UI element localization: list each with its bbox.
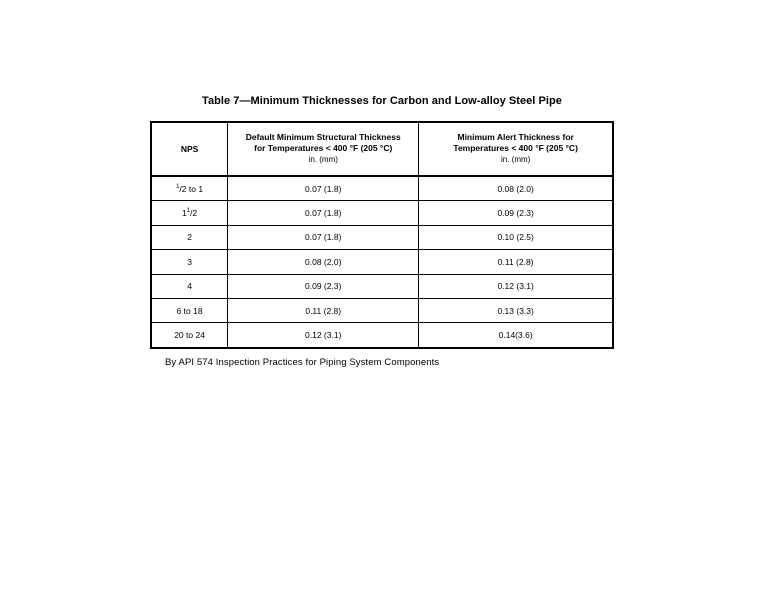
table-title: Table 7—Minimum Thicknesses for Carbon and Low-alloy Steel Pipe bbox=[202, 95, 562, 107]
table-row bbox=[151, 201, 613, 225]
table-row bbox=[151, 250, 613, 274]
source-caption: By API 574 Inspection Practices for Piping System Components bbox=[165, 357, 440, 368]
alert-header-line2: Temperatures < 400 °F (205 °C) bbox=[453, 143, 578, 153]
nps-cell: 3 bbox=[151, 250, 228, 274]
nps-fraction-denominator: 2 bbox=[192, 208, 198, 219]
nps-cell: 20 to 24 bbox=[151, 323, 228, 348]
structural-thickness-cell: 0.08 (2.0) bbox=[228, 250, 419, 274]
table-row bbox=[151, 176, 613, 201]
structural-thickness-cell: 0.11 (2.8) bbox=[228, 298, 419, 322]
structural-thickness-cell: 0.07 (1.8) bbox=[228, 225, 419, 249]
nps-fraction-denominator: 2 bbox=[181, 183, 187, 194]
nps-cell: 6 to 18 bbox=[151, 298, 228, 322]
alert-thickness-cell: 0.10 (2.5) bbox=[419, 225, 613, 249]
table-row bbox=[151, 225, 613, 249]
nps-cell: 2 bbox=[151, 225, 228, 249]
structural-header-line1: Default Minimum Structural Thickness bbox=[245, 132, 401, 142]
nps-cell: $^1$/2 to 1 bbox=[151, 176, 228, 201]
alert-thickness-cell: 0.09 (2.3) bbox=[419, 201, 613, 225]
nps-fraction-numerator: 1 bbox=[186, 208, 191, 215]
table-header-row bbox=[151, 122, 613, 176]
alert-thickness-cell: 0.13 (3.3) bbox=[419, 298, 613, 322]
table-row bbox=[151, 323, 613, 348]
nps-cell: 4 bbox=[151, 274, 228, 298]
nps-cell: $1^1/2$ bbox=[151, 201, 228, 225]
nps-fraction-numerator: 1 bbox=[176, 183, 180, 190]
column-header-structural-thickness bbox=[228, 122, 419, 176]
structural-thickness-cell: 0.12 (3.1) bbox=[228, 323, 419, 348]
alert-thickness-cell: 0.08 (2.0) bbox=[419, 176, 613, 201]
nps-suffix: to 1 bbox=[186, 183, 204, 194]
structural-thickness-cell: 0.09 (2.3) bbox=[228, 274, 419, 298]
structural-thickness-cell: 0.07 (1.8) bbox=[228, 176, 419, 201]
minimum-thickness-table bbox=[150, 121, 614, 349]
column-header-nps bbox=[151, 122, 228, 176]
structural-header-line2: for Temperatures < 400 °F (205 °C) bbox=[254, 143, 393, 153]
alert-thickness-cell: 0.14(3.6) bbox=[419, 323, 613, 348]
table-row bbox=[151, 274, 613, 298]
structural-thickness-cell: 0.07 (1.8) bbox=[228, 201, 419, 225]
table-row bbox=[151, 298, 613, 322]
nps-whole: 1 bbox=[181, 208, 187, 219]
alert-thickness-cell: 0.11 (2.8) bbox=[419, 250, 613, 274]
column-header-alert-thickness bbox=[419, 122, 613, 176]
nps-header-label: NPS bbox=[180, 144, 199, 154]
structural-header-unit: in. (mm) bbox=[308, 155, 338, 164]
alert-header-line1: Minimum Alert Thickness for bbox=[457, 132, 574, 142]
alert-header-unit: in. (mm) bbox=[500, 155, 531, 164]
alert-thickness-cell: 0.12 (3.1) bbox=[419, 274, 613, 298]
